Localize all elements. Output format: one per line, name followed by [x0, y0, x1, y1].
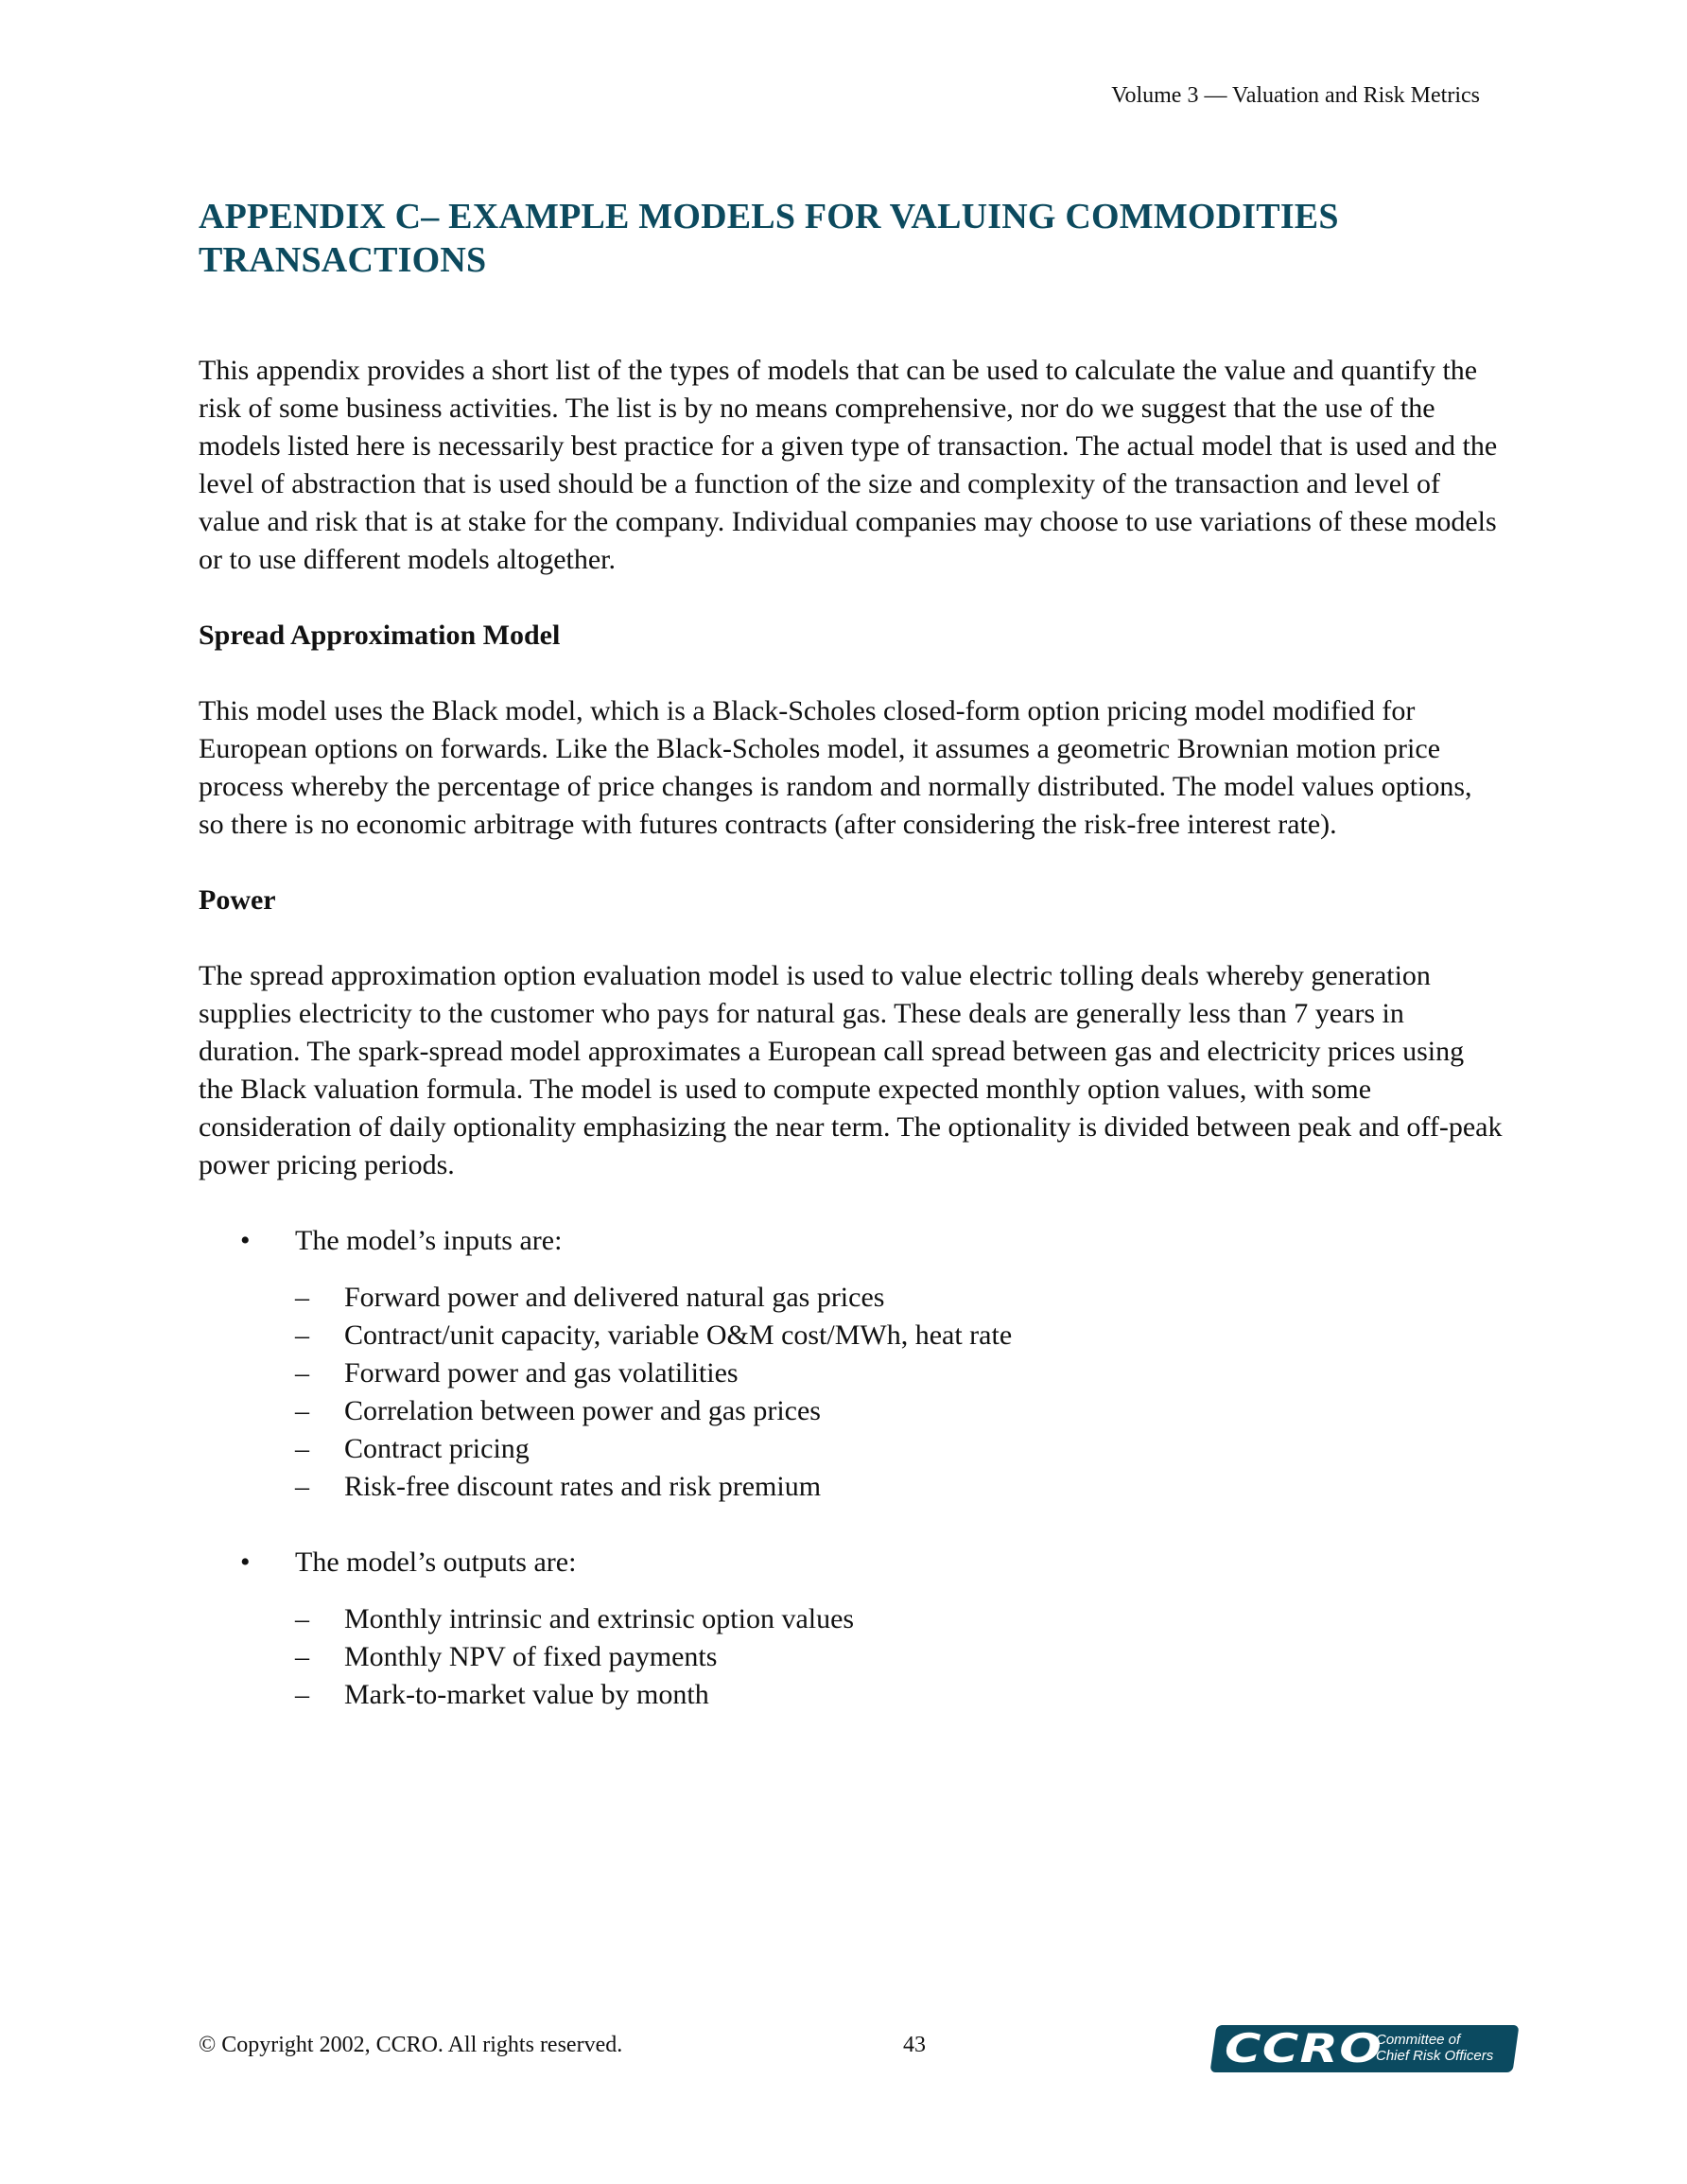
list-item-text: Forward power and delivered natural gas prices: [344, 1282, 885, 1313]
inputs-label: The model’s inputs are:: [295, 1225, 563, 1256]
list-item: [199, 1392, 1504, 1430]
list-item-text: Monthly NPV of fixed payments: [344, 1641, 718, 1672]
page-title-line-2: TRANSACTIONS: [199, 240, 487, 280]
running-header: Volume 3 — Valuation and Risk Metrics: [1111, 83, 1480, 108]
footer-copyright: © Copyright 2002, CCRO. All rights reserved.: [199, 2033, 623, 2057]
ccro-logo: [1213, 2025, 1516, 2072]
list-item-text: Correlation between power and gas prices: [344, 1395, 821, 1426]
list-item: [199, 1468, 1504, 1506]
list-item-text: Mark-to-market value by month: [344, 1679, 709, 1710]
logo-tagline-line-2: Chief Risk Officers: [1376, 2048, 1494, 2064]
logo-tagline-line-1: Committee of: [1376, 2032, 1461, 2048]
spread-approximation-paragraph: This model uses the Black model, which is a Black-Scholes closed-form option pricing model modified for European options on forwards. Like the Black-Scholes model, it assumes a geometric Brownian motion price process whereby the percentage of price changes is random and normally distributed. The model values options, so there is no economic arbitrage with futures contracts (after considering the risk-free interest rate).: [199, 695, 1472, 840]
dash-icon: –: [295, 1679, 309, 1710]
list-item: [199, 1430, 1504, 1468]
list-item-text: Contract/unit capacity, variable O&M cost/MWh, heat rate: [344, 1319, 1013, 1351]
list-item: [199, 1279, 1504, 1317]
list-item: [199, 1638, 1504, 1676]
dash-icon: –: [295, 1471, 309, 1502]
document-body: [199, 352, 1504, 1752]
list-item-text: Contract pricing: [344, 1433, 530, 1464]
list-item: [199, 1676, 1504, 1714]
page-number: 43: [903, 2033, 926, 2057]
list-item-text: Risk-free discount rates and risk premium: [344, 1471, 822, 1502]
inputs-bullet: [199, 1222, 1504, 1260]
power-paragraph: The spread approximation option evaluation model is used to value electric tolling deals whereby generation supplies electricity to the customer who pays for natural gas. These deals are generally less than 7 years in duration. The spark-spread model approximates a European call spread between gas and electricity prices using the Black valuation formula. The model is used to compute expected monthly option values, with some consideration of daily optionality emphasizing the near term. The optionality is divided between peak and off-peak power pricing periods.: [199, 960, 1503, 1180]
list-item: [199, 1317, 1504, 1354]
dash-icon: –: [295, 1641, 309, 1672]
section-heading-power: Power: [199, 884, 276, 916]
intro-paragraph: This appendix provides a short list of the types of models that can be used to calculate the value and quantify the risk of some business activities. The list is by no means comprehensive, nor do we suggest that the use of the models listed here is necessarily best practice for a given type of transaction. The actual model that is used and the level of abstraction that is used should be a function of the size and complexity of the transaction and level of value and risk that is at stake for the company. Individual companies may choose to use variations of these models or to use different models altogether.: [199, 355, 1498, 575]
dash-icon: –: [295, 1603, 309, 1634]
dash-icon: –: [295, 1357, 309, 1389]
outputs-label: The model’s outputs are:: [295, 1546, 577, 1578]
list-item-text: Forward power and gas volatilities: [344, 1357, 739, 1389]
dash-icon: –: [295, 1395, 309, 1426]
list-item: [199, 1354, 1504, 1392]
logo-tagline: [1376, 2032, 1493, 2064]
dash-icon: –: [295, 1319, 309, 1351]
dash-icon: –: [295, 1433, 309, 1464]
page-title: [199, 195, 1504, 282]
list-item: [199, 1600, 1504, 1638]
bullet-icon: •: [240, 1546, 251, 1578]
bullet-icon: •: [240, 1225, 251, 1256]
section-heading-spread-approximation: Spread Approximation Model: [199, 620, 561, 651]
outputs-list: [199, 1600, 1504, 1714]
list-item-text: Monthly intrinsic and extrinsic option values: [344, 1603, 855, 1634]
logo-mark: CCRO: [1225, 2025, 1383, 2071]
dash-icon: –: [295, 1282, 309, 1313]
inputs-list: [199, 1279, 1504, 1506]
page-title-line-1: APPENDIX C– EXAMPLE MODELS FOR VALUING COMMODITIES: [199, 197, 1339, 236]
outputs-bullet: [199, 1544, 1504, 1581]
